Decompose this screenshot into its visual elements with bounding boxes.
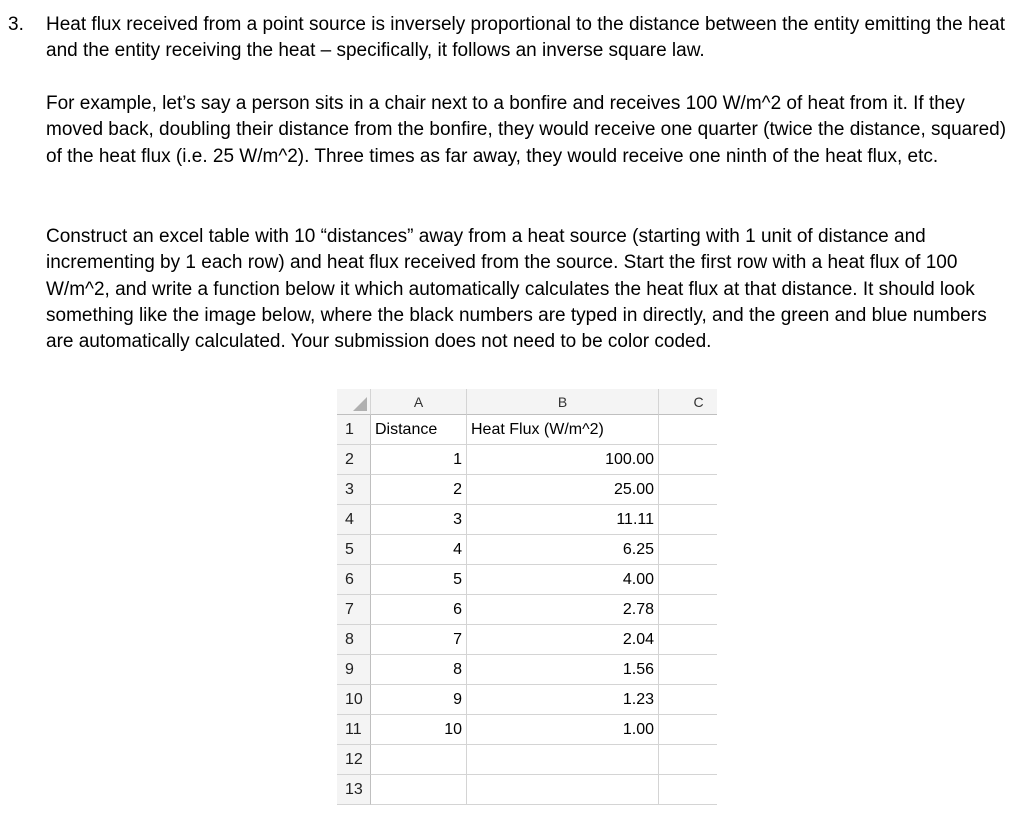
cell-empty [659, 535, 717, 565]
cell-empty [659, 625, 717, 655]
sheet-row-empty [337, 775, 717, 805]
row-number: 13 [337, 775, 371, 805]
cell-empty [659, 415, 717, 445]
sheet-row-empty [337, 745, 717, 775]
cell-heat-flux: 1.56 [467, 655, 659, 685]
cell-distance-header: Distance [371, 415, 467, 445]
sheet-row [337, 535, 717, 565]
cell-distance: 9 [371, 685, 467, 715]
sheet-row [337, 715, 717, 745]
cell-empty [467, 775, 659, 805]
row-number: 2 [337, 445, 371, 475]
row-number: 7 [337, 595, 371, 625]
select-all-triangle-icon [353, 397, 367, 411]
row-number: 12 [337, 745, 371, 775]
sheet-row [337, 625, 717, 655]
row-number: 3 [337, 475, 371, 505]
row-number: 5 [337, 535, 371, 565]
cell-empty [659, 715, 717, 745]
cell-empty [371, 775, 467, 805]
cell-distance: 3 [371, 505, 467, 535]
sheet-row [337, 595, 717, 625]
cell-heat-flux: 1.23 [467, 685, 659, 715]
cell-distance: 5 [371, 565, 467, 595]
column-header-a: A [371, 389, 467, 415]
cell-distance: 10 [371, 715, 467, 745]
sheet-row [337, 505, 717, 535]
cell-empty [659, 475, 717, 505]
cell-empty [659, 595, 717, 625]
row-number: 6 [337, 565, 371, 595]
cell-heat-flux: 1.00 [467, 715, 659, 745]
cell-empty [659, 565, 717, 595]
sheet-row [337, 475, 717, 505]
cell-heat-flux: 2.78 [467, 595, 659, 625]
spreadsheet-image [337, 389, 717, 813]
cell-distance: 4 [371, 535, 467, 565]
cell-distance: 6 [371, 595, 467, 625]
question-number: 3. [8, 14, 24, 35]
row-number: 8 [337, 625, 371, 655]
row-number: 10 [337, 685, 371, 715]
cell-heat-flux: 11.11 [467, 505, 659, 535]
cell-empty [371, 745, 467, 775]
sheet-row [337, 655, 717, 685]
cell-heat-flux: 4.00 [467, 565, 659, 595]
sheet-row [337, 445, 717, 475]
row-number: 1 [337, 415, 371, 445]
cell-heat-flux: 100.00 [467, 445, 659, 475]
row-number: 11 [337, 715, 371, 745]
sheet-row-header [337, 415, 717, 445]
question-paragraph-instructions: Construct an excel table with 10 “distances” away from a heat source (starting with 1 unit of distance and incrementing by 1 each row) and heat flux received from the source. Start the first row with a heat flux of 100 W/m^2, and write a function below it which automatically calculates the heat flux at that distance. It should look something like the image below, where the black numbers are typed in directly, and the green and blue numbers are automatically calculated. Your submission does not need to be color coded. [46, 226, 987, 353]
cell-empty [659, 775, 717, 805]
cell-distance: 7 [371, 625, 467, 655]
sheet-row [337, 685, 717, 715]
row-number: 4 [337, 505, 371, 535]
cell-heat-flux: 25.00 [467, 475, 659, 505]
row-number: 9 [337, 655, 371, 685]
sheet-row [337, 565, 717, 595]
column-header-c: C [659, 389, 717, 415]
cell-empty [659, 445, 717, 475]
cell-empty [659, 745, 717, 775]
cell-distance: 2 [371, 475, 467, 505]
cell-empty [659, 505, 717, 535]
select-all-corner [337, 389, 371, 415]
question-paragraph-example: For example, let’s say a person sits in a chair next to a bonfire and receives 100 W/m^2 of heat from it. If they moved back, doubling their distance from the bonfire, they would receive one quarter (twice the distance, squared) of the heat flux (i.e. 25 W/m^2). Three times as far away, they would receive one ninth of the heat flux, etc. [46, 93, 1007, 167]
cell-heat-flux: 2.04 [467, 625, 659, 655]
question-paragraph-intro: Heat flux received from a point source is inversely proportional to the distance between the entity emitting the heat and the entity receiving the heat – specifically, it follows an inverse square law. [46, 14, 1005, 62]
column-header-b: B [467, 389, 659, 415]
cell-empty [659, 655, 717, 685]
cell-heat-flux: 6.25 [467, 535, 659, 565]
cell-heat-flux-header: Heat Flux (W/m^2) [467, 415, 659, 445]
cell-distance: 1 [371, 445, 467, 475]
cell-distance: 8 [371, 655, 467, 685]
cell-empty [467, 745, 659, 775]
cell-empty [659, 685, 717, 715]
